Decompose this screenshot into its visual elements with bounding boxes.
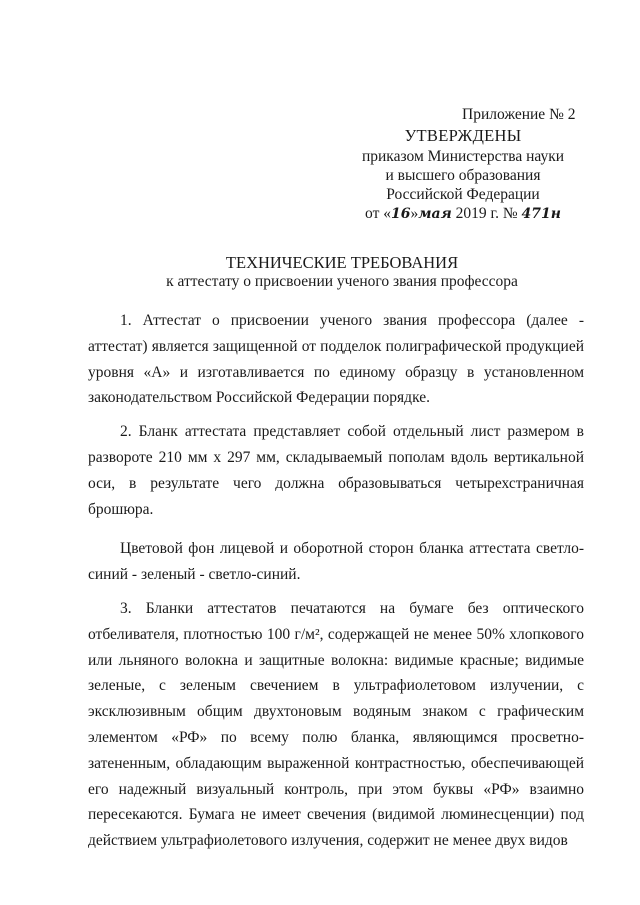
approved-heading: УТВЕРЖДЕНЫ	[404, 126, 522, 145]
document-body	[88, 308, 584, 854]
date-year: 2019 г. №	[455, 205, 518, 222]
date-day: 16	[390, 206, 411, 222]
order-number: 471н	[521, 206, 561, 222]
approval-line-1: приказом Министерства науки	[361, 148, 565, 165]
date-prefix: от «	[365, 205, 391, 222]
approval-line-2: и высшего образования	[385, 167, 541, 184]
document-subtitle: к аттестату о присвоении ученого звания профессора	[166, 273, 518, 290]
appendix-label: Приложение № 2	[462, 106, 576, 123]
approval-date-line	[340, 204, 586, 224]
paragraph-2: 2. Бланк аттестата представляет собой отдельный лист размером в развороте 210 мм х 297 мм, складываемый пополам вдоль вертикальной оси, в результате чего должна образовываться четырехстраничная брошюра.	[88, 423, 584, 518]
paragraph-1: 1. Аттестат о присвоении ученого звания профессора (далее - аттестат) является защищенной от подделок полиграфической продукцией уровня «А» и изготавливается по единому образцу в установленном законодательством Российской Федерации порядке.	[88, 312, 584, 407]
approval-block	[340, 126, 586, 224]
paragraph-color: Цветовой фон лицевой и оборотной сторон бланка аттестата светло-синий - зеленый - светло-синий.	[88, 540, 584, 584]
document-title: ТЕХНИЧЕСКИЕ ТРЕБОВАНИЯ	[225, 253, 459, 272]
paragraph-3: 3. Бланки аттестатов печатаются на бумаге без оптического отбеливателя, плотностью 100 г/м², содержащей не менее 50% хлопкового или льняного волокна и защитные волокна: видимые красные; видимые зеленые, с зеленым свечением в ультрафиолетовом излучении, с эксклюзивным общим двухтоновым водяным знаком с графическим элементом «РФ» по всему полю бланка, являющимся просветно-затененным, обладающим выраженной контрастностью, обеспечивающей его надежный визуальный контроль, при этом буквы «РФ» взаимно пересекаются. Бумага не имеет свечения (видимой люминесценции) под действием ультрафиолетового излучения, содержит не менее двух видов	[88, 599, 584, 850]
approval-line-3: Российской Федерации	[386, 186, 540, 203]
date-mid: »	[410, 205, 419, 222]
date-month: мая	[418, 206, 452, 222]
